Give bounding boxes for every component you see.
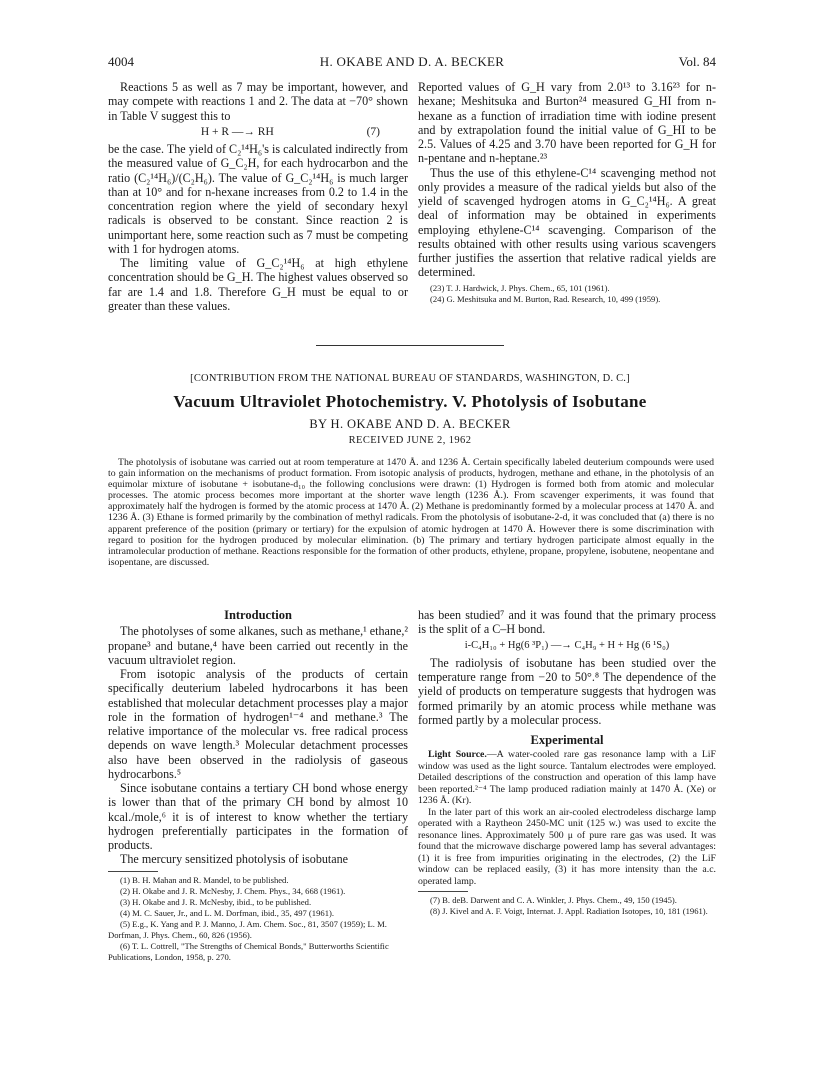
page-number: 4004 (108, 54, 134, 69)
paragraph: Since isobutane contains a tertiary CH bond whose energy is lower than that of the primary CH bond by almost 10 kcal./mole,⁶ it is of interest to know whether the tertiary hydrogen preferentially participates in the formation of products. (108, 781, 408, 852)
paragraph: Reported values of G_H vary from 2.0¹³ to 3.16²³ for n-hexane; Meshitsuka and Burton²⁴ measured G_HI from n-hexane as a function of irradiation time with iodine present and by extrapolation found the initial value of G_HI to be 2.5. Values of 4.25 and 3.70 have been reported for G_H for n-pentane and n-heptane.²³ (418, 80, 716, 166)
paragraph: Reactions 5 as well as 7 may be important, however, and may compete with reactions 1 and 2. The data at −70° shown in Table V suggest this to (108, 80, 408, 123)
paragraph: be the case. The yield of C₂¹⁴H₆'s is calculated indirectly from the measured value of G_C₂H, for each hydrocarbon and the ratio (C₂¹⁴H₆)/(C₂H₆). The value of G_C₂¹⁴H₆ is much larger than at 10° and for n-hexane increases from 0.2 to 1.4 in the concentration region where the yield of secondary hexyl radicals is observed to be constant. Since reaction 2 is unimportant here, some reaction such as 7 must be competing with 1 for hydrogen atoms. (108, 142, 408, 256)
top-right-column (418, 80, 716, 305)
paragraph: The photolyses of some alkanes, such as methane,¹ ethane,² propane³ and butane,⁴ have been carried out recently in the vacuum ultraviolet region. (108, 624, 408, 667)
footnote: (6) T. L. Cottrell, "The Strengths of Chemical Bonds," Butterworths Scientific Publications, London, 1958, p. 270. (108, 940, 389, 962)
contribution-line: [CONTRIBUTION FROM THE NATIONAL BUREAU OF STANDARDS, WASHINGTON, D. C.] (190, 373, 630, 384)
section-heading: Introduction (224, 608, 292, 622)
paragraph: Thus the use of this ethylene-C¹⁴ scavenging method not only provides a measure of the radical yields but also of the yield of scavenged hydrogen atoms in G_C₂¹⁴H₆. A great deal of information may be obtained in experiments employing ethylene-C¹⁴ scavenging. Comparison of the results obtained with other results using various scavengers further justifies the assertion that relative radical yields are determined. (418, 165, 716, 280)
footnote: (5) E.g., K. Yang and P. J. Manno, J. Am. Chem. Soc., 81, 3507 (1959); L. M. Dorfman, J. Phys. Chem., 60, 826 (1956). (108, 918, 387, 940)
footnote-rule (418, 891, 468, 892)
footnote: (23) T. J. Hardwick, J. Phys. Chem., 65, 101 (1961). (430, 282, 610, 293)
equation-text: H + R —→ RH (200, 125, 274, 138)
footnote: (4) M. C. Sauer, Jr., and L. M. Dorfman, ibid., 35, 497 (1961). (120, 907, 334, 918)
introduction-column (108, 608, 408, 963)
section-divider (316, 345, 504, 346)
equation-7 (108, 125, 408, 139)
paragraph: In the later part of this work an air-cooled electrodeless discharge lamp operated with a Raytheon 2450-MC unit (125 w.) was used to excite the resonance lines. Approximately 500 μ of pure rare gas was used. It was found that the microwave discharge powered lamp has several advantages: (1) it is free from impurities originating in the electrodes, (2) the LiF window can be replaced easily, (3) it has more intensity than the a.c. operated lamp. (418, 806, 716, 887)
subsection-label: Light Source. (428, 749, 487, 761)
footnote: (8) J. Kivel and A. F. Voigt, Internat. J. Appl. Radiation Isotopes, 10, 181 (1961). (430, 906, 708, 917)
section-heading: Experimental (530, 733, 604, 747)
paragraph: The radiolysis of isobutane has been studied over the temperature range from −20 to 50°.⁸ The dependence of the yield of products on temperature suggests that hydrogen was formed primarily by an atomic process while methane was formed partly by a molecular process. (418, 655, 716, 727)
mercury-equation: i-C₄H₁₀ + Hg(6 ³P₁) —→ C₄H₉ + H + Hg (6 ¹S₀) (464, 639, 670, 651)
footnote: (7) B. deB. Darwent and C. A. Winkler, J. Phys. Chem., 49, 150 (1945). (430, 895, 677, 906)
running-header (108, 54, 716, 70)
footnote: (1) B. H. Mahan and R. Mandel, to be published. (120, 874, 289, 885)
running-title: H. OKABE AND D. A. BECKER (319, 54, 505, 69)
paragraph: The mercury sensitized photolysis of isobutane (120, 852, 349, 867)
abstract: The photolysis of isobutane was carried out at room temperature at 1470 Å. and 1236 Å. Certain specifically labeled deuterium compounds were used to gain information on the mechanisms of product formation. From isotopic analysis of products, hydrogen, methane and ethane, in the photolysis of an equimolar mixture of isobutane + isobutane-d₁₀ the following conclusions were drawn: (1) Hydrogen is formed both from atomic and molecular processes. The atomic process becomes more important at the shorter wave length (1236 Å.). From scavenger experiments, it was found that approximately half the hydrogen is formed by the atomic process at 1470 Å. (2) Methane is predominantly formed by a molecular process at 1470 Å. and 1236 Å. (3) Ethane is formed primarily by the combination of methyl radicals. From the photolysis of isobutane-2-d, it was concluded that (a) there is no apparent preference of the position (primary or tertiary) for the expulsion of atomic hydrogen at 1470 Å. However there is some discrimination with regard to position for the hydrogen produced by molecular elimination. (b) The primary and tertiary hydrogen participate almost equally in the intramolecular production of methane. Reactions responsible for the formation of other products, ethylene, propane, propylene, isobutene, neopentane and isopentane, are discussed. (108, 457, 714, 568)
footnote-rule (108, 871, 158, 872)
paragraph (418, 749, 716, 807)
paragraph: has been studied⁷ and it was found that the primary process is the split of a C–H bond. (418, 608, 716, 637)
top-left-column (108, 80, 408, 313)
paragraph: The limiting value of G_C₂¹⁴H₆ at high ethylene concentration should be G_H. The highest values observed so far are 1.4 and 1.8. Therefore G_H must be equal to or greater than these values. (108, 256, 408, 313)
equation-number: (7) (366, 125, 380, 138)
received-date: RECEIVED JUNE 2, 1962 (348, 435, 472, 446)
subsection-text: —A water-cooled rare gas resonance lamp with a LiF window was used as the light source. Tantalum electrodes were employed. Detailed descriptions of the construction and operation of this lamp have been reported.²⁻⁴ The lamp produced radiation mainly at 1470 Å. (Xe) or 1236 Å. (Kr). (418, 749, 716, 807)
byline: BY H. OKABE AND D. A. BECKER (309, 417, 511, 431)
footnote: (24) G. Meshitsuka and M. Burton, Rad. Research, 10, 499 (1959). (430, 293, 661, 304)
footnote: (2) H. Okabe and J. R. McNesby, J. Chem. Phys., 34, 668 (1961). (120, 885, 346, 896)
volume-label: Vol. 84 (678, 54, 716, 69)
article-title: Vacuum Ultraviolet Photochemistry. V. Photolysis of Isobutane (173, 392, 647, 411)
experimental-text (418, 749, 716, 887)
experimental-column (418, 608, 716, 917)
footnote: (3) H. Okabe and J. R. McNesby, ibid., to be published. (120, 896, 312, 907)
paragraph: From isotopic analysis of the products of certain specifically deuterium labeled hydrocarbons it has been established that molecular detachment processes play a major role in the formation of hydrogen¹⁻⁴ and methane.³ The relative importance of the molecular vs. free radical process depends on wave length.³ Molecular detachment processes also have been observed in the radiolysis of gaseous hydrocarbons.⁵ (108, 667, 408, 781)
